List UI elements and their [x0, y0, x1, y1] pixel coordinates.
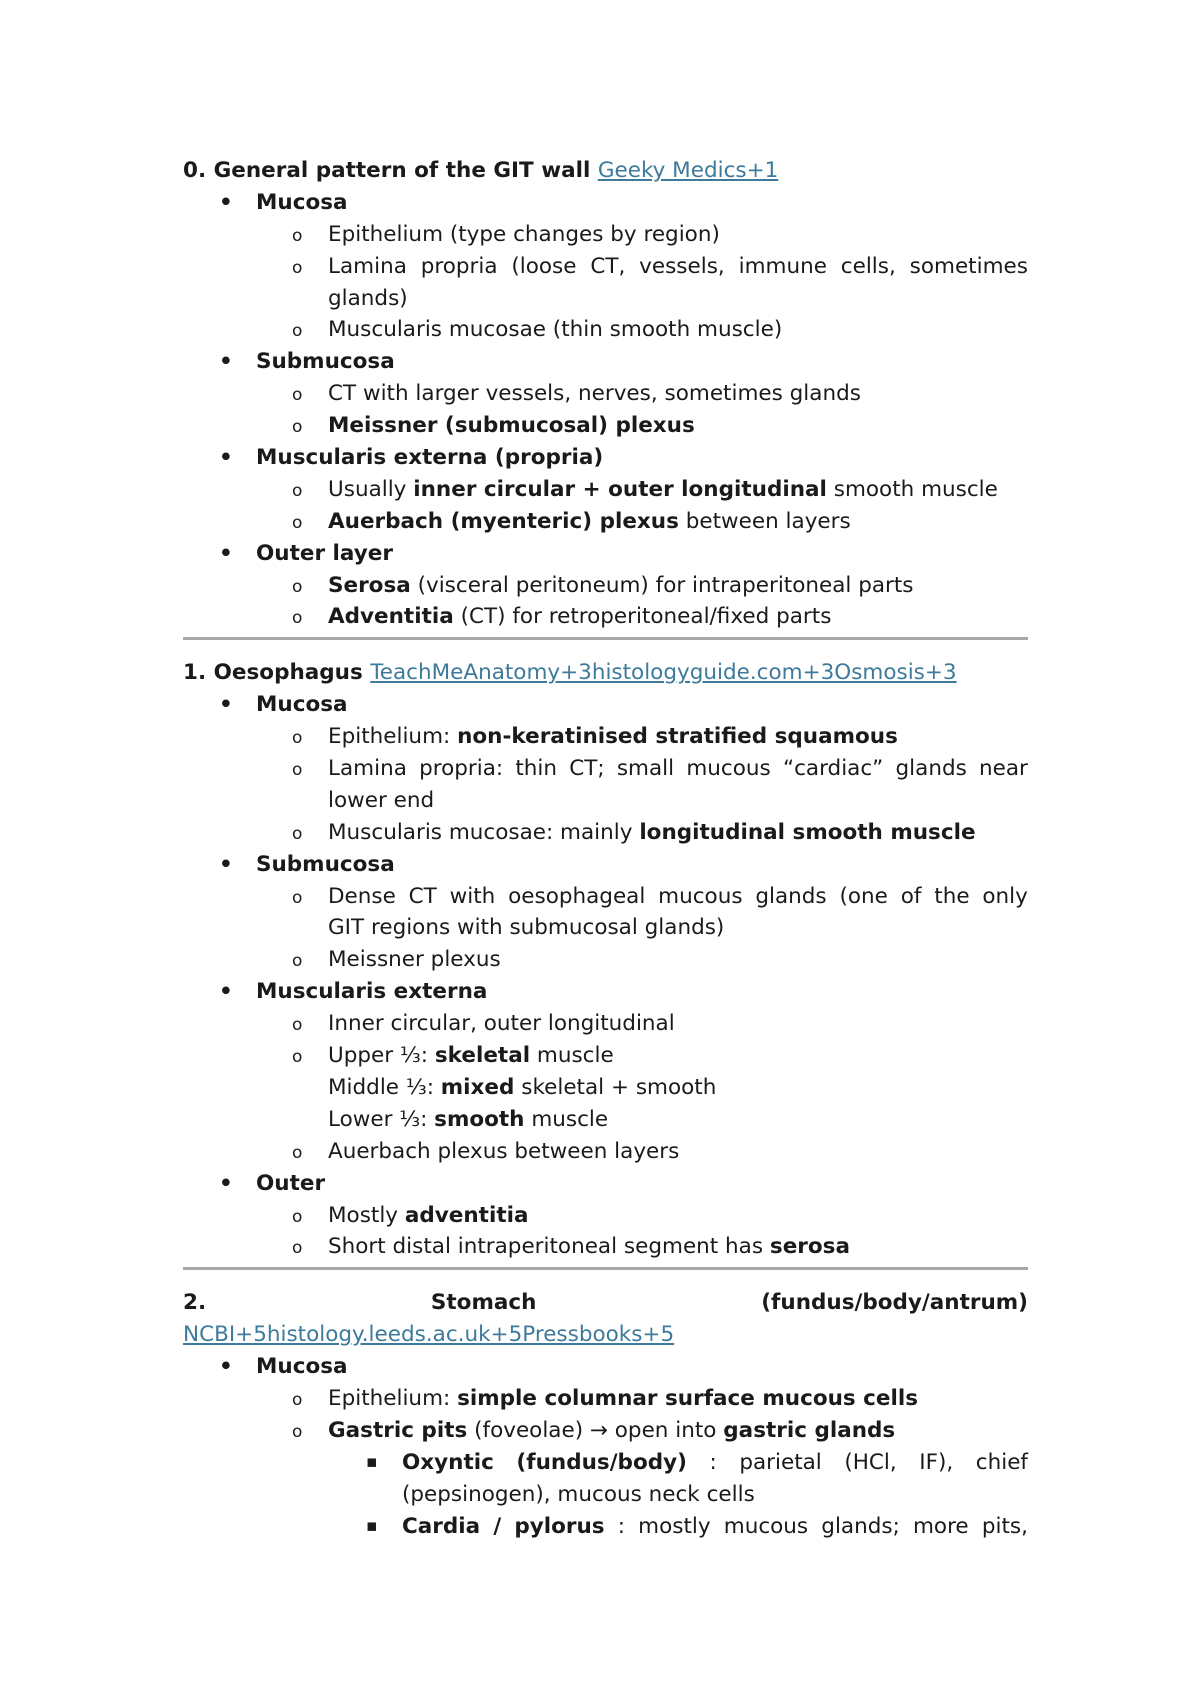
circle-bullet-icon: o [292, 257, 303, 278]
list-item: • Outer [183, 1168, 1028, 1200]
list-item-continuation: GIT regions with submucosal glands) [328, 915, 725, 941]
bullet-icon: • [219, 851, 233, 877]
list-item: o Gastric pits (foveolae) → open into gastric glands [183, 1415, 1028, 1447]
source-link[interactable]: NCBI+5histology.leeds.ac.uk+5Pressbooks+5 [183, 1322, 675, 1348]
list-item: o Epithelium: simple columnar surface mucous cells [183, 1383, 1028, 1415]
list-item: o Epithelium: non-keratinised stratified squamous [183, 721, 1028, 753]
section-heading-0: 0. General pattern of the GIT wall Geeky Medics+1 [183, 158, 779, 183]
justified-text: Oxyntic (fundus/body) : parietal (HCl, IF), chief [402, 1449, 1028, 1475]
circle-bullet-icon: o [292, 760, 303, 781]
justified-text: Lamina propria: thin CT; small mucous “cardiac” glands near [328, 756, 1028, 782]
list-item: o Adventitia (CT) for retroperitoneal/fixed parts [183, 601, 1028, 633]
list-item: o Muscularis mucosae (thin smooth muscle) [183, 314, 1028, 346]
bullet-icon: • [219, 1354, 233, 1380]
list-item: o Meissner (submucosal) plexus [183, 410, 1028, 442]
justified-text: Dense CT with oesophageal mucous glands (one of the only [328, 883, 1028, 909]
bullet-icon: • [219, 445, 233, 471]
circle-bullet-icon: o [292, 576, 303, 597]
list-item-continuation: lower end [328, 787, 435, 813]
circle-bullet-icon: o [292, 385, 303, 406]
circle-bullet-icon: o [292, 321, 303, 342]
circle-bullet-icon: o [292, 1238, 303, 1259]
list-item: o Meissner plexus [183, 944, 1028, 976]
section-title: Oesophagus [213, 660, 363, 686]
section-divider [183, 1267, 1028, 1270]
list-item: • Submucosa [183, 346, 1028, 378]
circle-bullet-icon: o [292, 480, 303, 501]
list-item: o Epithelium (type changes by region) [183, 219, 1028, 251]
bullet-icon: • [219, 692, 233, 718]
document-content [183, 155, 1028, 1542]
list-item-continuation: Middle ⅓: mixed skeletal + smooth [328, 1074, 717, 1100]
list-item: o Serosa (visceral peritoneum) for intraperitoneal parts [183, 570, 1028, 602]
circle-bullet-icon: o [292, 1421, 303, 1442]
section-divider [183, 637, 1028, 640]
bullet-icon: • [219, 979, 233, 1005]
list-item: • Mucosa [183, 689, 1028, 721]
list-item: o Upper ⅓: skeletal muscle [183, 1040, 1028, 1072]
circle-bullet-icon: o [292, 608, 303, 629]
list-item: • Submucosa [183, 849, 1028, 881]
circle-bullet-icon: o [292, 887, 303, 908]
circle-bullet-icon: o [292, 512, 303, 533]
list-item: • Muscularis externa (propria) [183, 442, 1028, 474]
list-item: • Muscularis externa [183, 976, 1028, 1008]
justified-text: Lamina propria (loose CT, vessels, immune cells, sometimes [328, 253, 1028, 279]
list-item [183, 753, 1028, 785]
circle-bullet-icon: o [292, 225, 303, 246]
list-item [183, 881, 1028, 913]
bullet-icon: • [219, 189, 233, 215]
list-item [183, 1511, 1028, 1543]
circle-bullet-icon: o [292, 1015, 303, 1036]
bullet-icon: • [219, 1170, 233, 1196]
circle-bullet-icon: o [292, 951, 303, 972]
circle-bullet-icon: o [292, 1206, 303, 1227]
circle-bullet-icon: o [292, 728, 303, 749]
list-item: o CT with larger vessels, nerves, sometimes glands [183, 378, 1028, 410]
circle-bullet-icon: o [292, 823, 303, 844]
square-bullet-icon: ▪ [366, 1451, 378, 1472]
circle-bullet-icon: o [292, 1047, 303, 1068]
section-heading-2: 2. Stomach (fundus/body/antrum) [183, 1287, 1028, 1319]
list-item-continuation: (pepsinogen), mucous neck cells [402, 1481, 755, 1507]
list-item-continuation: glands) [328, 285, 408, 311]
justified-text: Cardia / pylorus : mostly mucous glands; more pits, [402, 1513, 1028, 1539]
list-item: o Muscularis mucosae: mainly longitudinal smooth muscle [183, 817, 1028, 849]
bullet-icon: • [219, 540, 233, 566]
square-bullet-icon: ▪ [366, 1515, 378, 1536]
circle-bullet-icon: o [292, 417, 303, 438]
circle-bullet-icon: o [292, 1142, 303, 1163]
source-link[interactable]: Geeky Medics+1 [597, 158, 779, 183]
section-title: Stomach [430, 1290, 537, 1316]
section-title: General pattern of the GIT wall [213, 158, 591, 183]
list-item: • Outer layer [183, 538, 1028, 570]
list-item: o Mostly adventitia [183, 1200, 1028, 1232]
bullet-icon: • [219, 349, 233, 375]
source-link-line [183, 1319, 1028, 1351]
source-link[interactable]: TeachMeAnatomy+3histologyguide.com+3Osmosis+3 [370, 660, 957, 686]
list-item [183, 1447, 1028, 1479]
list-item-continuation: Lower ⅓: smooth muscle [328, 1106, 609, 1132]
list-item: • Mucosa [183, 187, 1028, 219]
list-item: o Auerbach plexus between layers [183, 1136, 1028, 1168]
section-heading-1: 1. Oesophagus TeachMeAnatomy+3histologyguide.com+3Osmosis+3 [183, 660, 957, 686]
list-item: o Usually inner circular + outer longitudinal smooth muscle [183, 474, 1028, 506]
list-item: o Short distal intraperitoneal segment has serosa [183, 1231, 1028, 1263]
circle-bullet-icon: o [292, 1389, 303, 1410]
list-item: • Mucosa [183, 1351, 1028, 1383]
list-item: o Inner circular, outer longitudinal [183, 1008, 1028, 1040]
list-item [183, 251, 1028, 283]
list-item: o Auerbach (myenteric) plexus between layers [183, 506, 1028, 538]
